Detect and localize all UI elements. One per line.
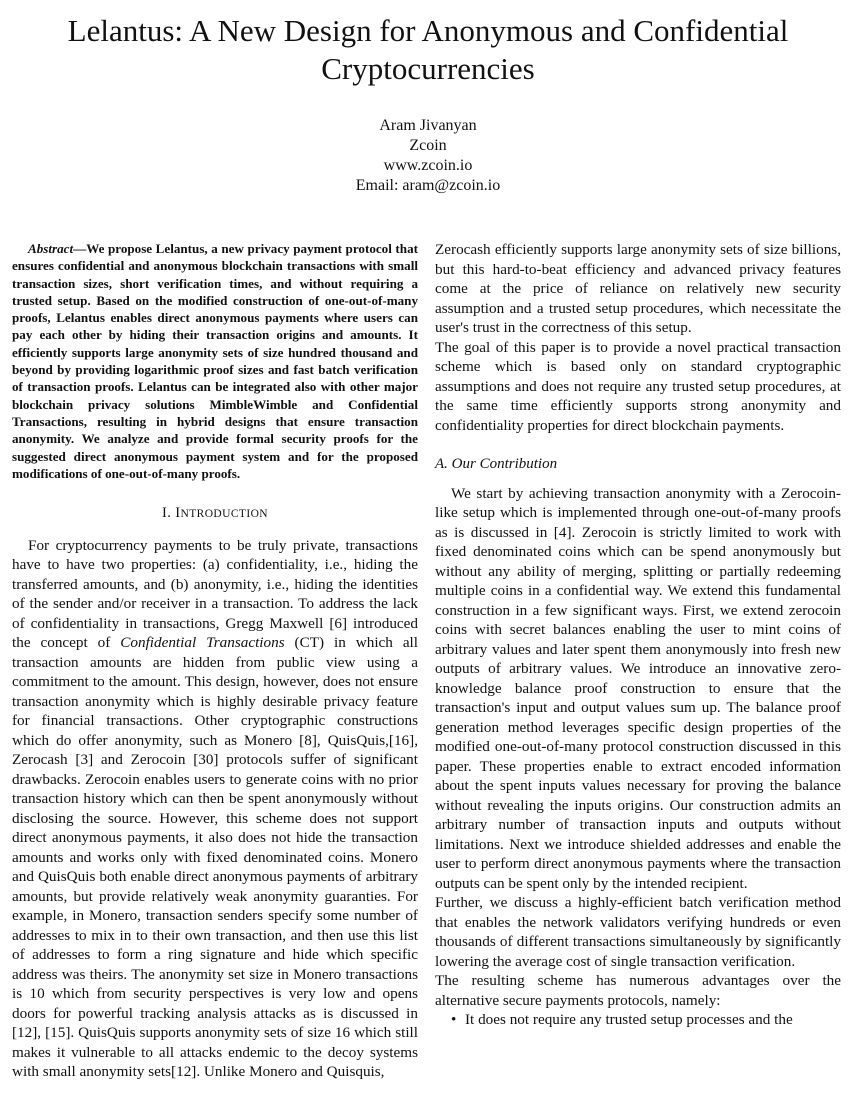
intro-paragraph-1 xyxy=(12,536,418,1082)
intro-paragraph-2: The goal of this paper is to provide a novel practical transaction scheme which is based only on standard cryptographic assumptions and does not require any trusted setup procedures, at the same time efficiently supports strong anonymity and confidentiality properties for direct blockchain payments. xyxy=(435,338,841,434)
section-title-initial: I xyxy=(175,505,181,522)
contribution-paragraph-2: Further, we discuss a highly-efficient batch verification method that enables the network validators verifying hundreds or even thousands of different transactions simultaneously by significantly lowering the average cost of single transaction verification. xyxy=(435,894,841,970)
right-column xyxy=(435,240,841,1030)
author-email: Email: aram@zcoin.io xyxy=(355,177,501,194)
author-website: www.zcoin.io xyxy=(383,157,473,174)
intro-paragraph-1-continued: Zerocash efficiently supports large anonymity sets of size billions, but this hard-to-beat efficiency and advanced privacy features come at the price of reliance on relatively new security assumption and a trusted setup procedures, which necessitate the user's trust in the correctness of this setup. xyxy=(435,241,841,336)
intro-text-part-2: (CT) in which all transaction amounts are hidden from public view using a commitment to the amount. This design, however, does not ensure transaction anonymity which is highly desirable privacy feature for financial transactions. Other cryptographic constructions which do offer anonymity, such as Monero [8], QuisQuis,[16], Zerocash [3] and Zerocoin [30] protocols suffer of significant drawbacks. Zerocoin enables users to generate coins with no prior transaction history which can then be spent anonymously without disclosing the source. However, this scheme does not support direct anonymous payments, it also does not hide the transaction amounts and works only with fixed denominated coins. Monero and QuisQuis both enable direct anonymous payments of arbitrary amounts, but provide relatively weak anonymity guaranties. For example, in Monero, transaction senders specify some number of addresses to mix in to their own transaction, and then use this list of addresses to form a ring signature and hide which specific address was theirs. The anonymity set size in Monero transactions is 10 which from security perspectives is very low and opens doors for powerful tracking analysis attacks as is discussed in [12], [15]. QuisQuis supports anonymity sets of size 16 which still makes it vulnerable to all attacks endemic to the decoy systems with small anonymity sets[12]. Unlike Monero and Quisquis, xyxy=(12,634,418,1081)
author-block xyxy=(228,116,628,196)
author-name: Aram Jivanyan xyxy=(379,117,477,134)
section-title-rest: NTRODUCTION xyxy=(180,508,268,521)
author-affiliation: Zcoin xyxy=(409,137,447,154)
section-heading-introduction xyxy=(12,504,418,525)
abstract-label: Abstract xyxy=(28,241,74,256)
list-item: • It does not require any trusted setup processes and the xyxy=(465,1010,841,1030)
intro-emphasis: Confidential Transactions xyxy=(120,634,285,652)
abstract xyxy=(12,240,418,482)
subsection-heading-contribution: A. Our Contribution xyxy=(435,456,558,472)
advantages-list xyxy=(435,1010,841,1030)
intro-text-part-1: For cryptocurrency payments to be truly private, transactions have to have two properties: (a) confidentiality, i.e., hiding the transferred amounts, and (b) anonymity, i.e., hiding the identities of the sender and/or receiver in a transaction. To address the lack of confidentiality in transactions, Gregg Maxwell [6] introduced the concept of xyxy=(12,536,418,652)
contribution-paragraph-3: The resulting scheme has numerous advantages over the alternative secure payments protocols, namely: xyxy=(435,972,841,1009)
paper-title: Lelantus: A New Design for Anonymous and Confidential Cryptocurrencies xyxy=(67,13,789,86)
left-column xyxy=(12,240,418,1082)
section-number: I. xyxy=(162,505,172,522)
contribution-paragraph-1: We start by achieving transaction anonymity with a Zerocoin-like setup which is implemented through one-out-of-many proofs as is discussed in [4]. Zerocoin is strictly limited to work with fixed denominated coins which can be spend anonymously but without any ability of merging, splitting or partially redeeming multiple coins in a confidential way. We extend this fundamental construction in a few significant ways. First, we extend zerocoin coins with secret balances enabling the user to mint coins of arbitrary values and later spent them anonymously into fresh new outputs of arbitrary values. We introduce an innovative zero-knowledge balance proof construction to ensure that the transaction's input and output values sum up. The balance proof generation method leverages specific design properties of the modified one-out-of-many protocol construction discussed in this paper. These properties enable to extract encoded information about the spent inputs values necessary for proving the balance without revealing the inputs origins. Our construction admits an arbitrary number of transaction inputs and outputs without limitations. Next we introduce shielded addresses and enable the user to perform direct anonymous payments where the transaction outputs can be spent only by the intended recipient. xyxy=(435,484,841,892)
abstract-text: —We propose Lelantus, a new privacy payment protocol that ensures confidential and anonymous blockchain transactions with small transaction sizes, short verification times, and without requiring a trusted setup. Based on the modified construction of one-out-of-many proofs, Lelantus enables direct anonymous payments where users can pay each other by hiding their transaction origins and amounts. It efficiently supports large anonymity sets of size hundred thousand and beyond by providing logarithmic proof sizes and fast batch verification of transaction proofs. Lelantus can be integrated also with other major blockchain privacy solutions MimbleWimble and Confidential Transactions, resulting in hybrid designs that ensure transaction anonymity. We analyze and provide formal security proofs for the suggested direct anonymous payment system and for the proposed modifications of one-out-of-many proofs. xyxy=(12,241,418,481)
